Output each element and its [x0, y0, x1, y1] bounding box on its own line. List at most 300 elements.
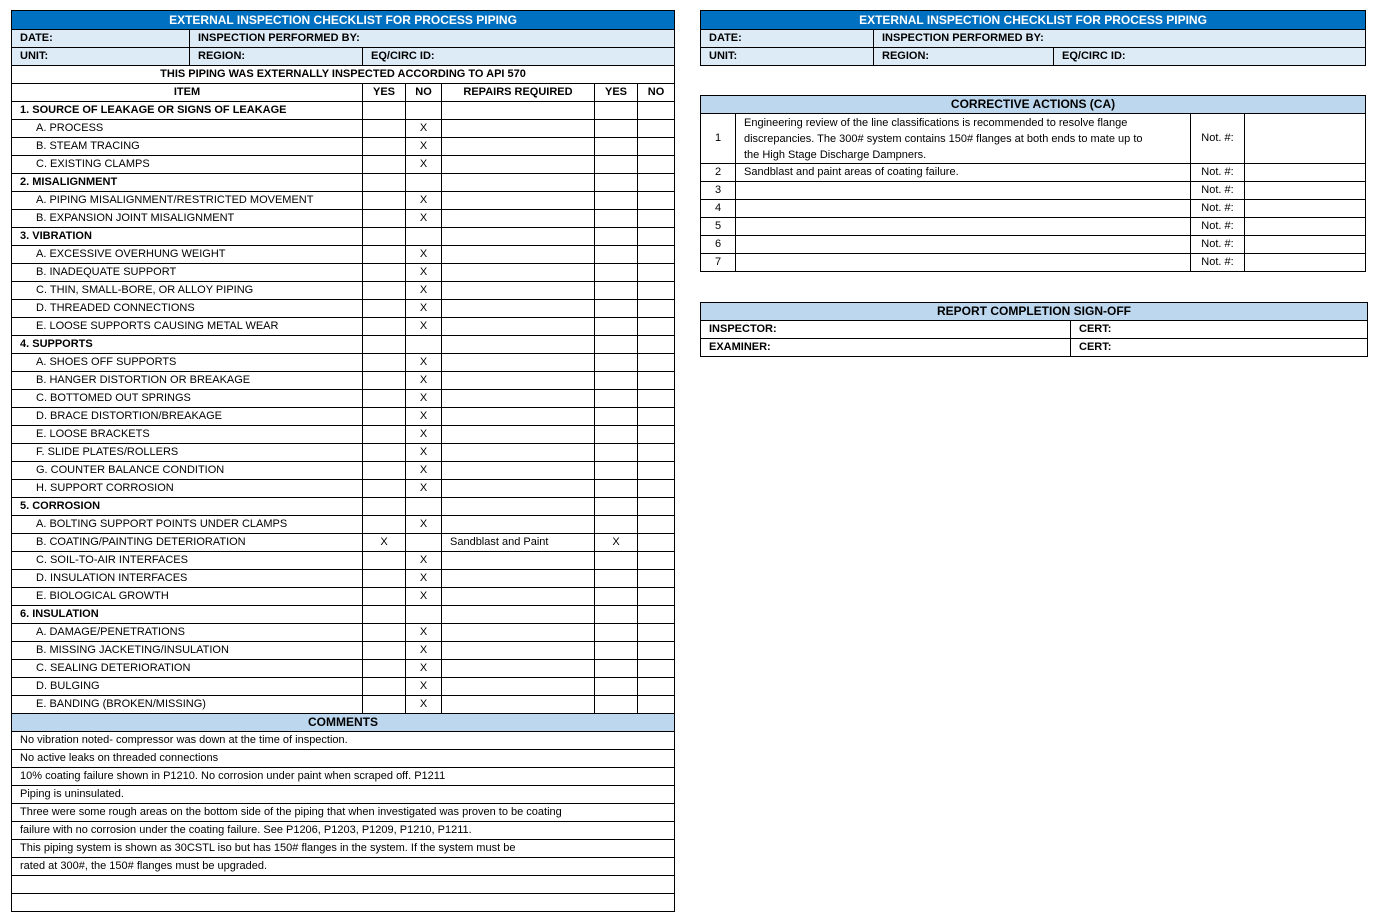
repaired-no-cell[interactable]	[638, 696, 675, 714]
comment-line[interactable]: Piping is uninsulated.	[12, 786, 675, 804]
repairs-cell[interactable]	[442, 228, 595, 246]
checklist-row	[12, 156, 675, 174]
unit-label[interactable]: UNIT:	[12, 48, 190, 66]
no-cell[interactable]: X	[406, 210, 442, 228]
yes-cell[interactable]	[363, 678, 406, 696]
comment-row	[12, 894, 675, 912]
section-row	[12, 228, 675, 246]
right-unit-label[interactable]: UNIT:	[701, 48, 874, 66]
comment-line[interactable]	[12, 876, 675, 894]
ca-text[interactable]	[736, 182, 1191, 200]
checklist-row	[12, 588, 675, 606]
repairs-cell[interactable]	[442, 354, 595, 372]
repaired-no-cell[interactable]	[638, 408, 675, 426]
comment-line[interactable]: failure with no corrosion under the coating failure. See P1206, P1203, P1209, P1210, P1211.	[12, 822, 675, 840]
notification-label: Not. #:	[1191, 182, 1245, 200]
no-cell[interactable]: X	[406, 552, 442, 570]
region-label[interactable]: REGION:	[190, 48, 363, 66]
checklist-row	[12, 138, 675, 156]
item-label: 1. SOURCE OF LEAKAGE OR SIGNS OF LEAKAGE	[12, 102, 363, 120]
repaired-no-cell[interactable]	[638, 174, 675, 192]
ca-row	[701, 218, 1366, 236]
yes-cell[interactable]	[363, 516, 406, 534]
repaired-yes-cell[interactable]	[595, 210, 638, 228]
item-label: B. COATING/PAINTING DETERIORATION	[12, 534, 363, 552]
comment-line[interactable]	[12, 894, 675, 912]
notification-value[interactable]	[1245, 164, 1366, 182]
notification-value[interactable]	[1245, 236, 1366, 254]
item-label: 3. VIBRATION	[12, 228, 363, 246]
repaired-yes-cell[interactable]	[595, 480, 638, 498]
comment-row	[12, 858, 675, 876]
checklist-row	[12, 552, 675, 570]
yes-cell[interactable]	[363, 264, 406, 282]
notification-value[interactable]	[1245, 254, 1366, 272]
yes-cell[interactable]	[363, 156, 406, 174]
no-cell[interactable]	[406, 102, 442, 120]
ca-number: 1	[701, 114, 736, 164]
checklist-row	[12, 624, 675, 642]
yes-cell[interactable]	[363, 300, 406, 318]
yes-cell[interactable]	[363, 192, 406, 210]
no-cell[interactable]: X	[406, 516, 442, 534]
repairs-cell[interactable]	[442, 174, 595, 192]
repairs-cell[interactable]	[442, 624, 595, 642]
repairs-cell[interactable]	[442, 246, 595, 264]
repairs-cell[interactable]	[442, 516, 595, 534]
no-cell[interactable]	[406, 498, 442, 516]
no-cell[interactable]: X	[406, 372, 442, 390]
checklist-row	[12, 120, 675, 138]
checklist-row	[12, 426, 675, 444]
repairs-cell[interactable]	[442, 282, 595, 300]
repaired-yes-cell[interactable]	[595, 606, 638, 624]
comment-line[interactable]: This piping system is shown as 30CSTL iso but has 150# flanges in the system. If the system must be	[12, 840, 675, 858]
repaired-no-cell[interactable]	[638, 336, 675, 354]
yes-cell[interactable]	[363, 336, 406, 354]
yes-cell[interactable]	[363, 606, 406, 624]
comments-title: COMMENTS	[12, 714, 675, 732]
repaired-no-cell[interactable]	[638, 660, 675, 678]
item-label: A. DAMAGE/PENETRATIONS	[12, 624, 363, 642]
item-label: B. HANGER DISTORTION OR BREAKAGE	[12, 372, 363, 390]
repairs-cell[interactable]	[442, 588, 595, 606]
yes-cell[interactable]	[363, 588, 406, 606]
repairs-cell[interactable]	[442, 570, 595, 588]
repairs-cell[interactable]	[442, 300, 595, 318]
checklist-row	[12, 246, 675, 264]
repaired-yes-cell[interactable]	[595, 300, 638, 318]
no-cell[interactable]	[406, 228, 442, 246]
repairs-cell[interactable]	[442, 138, 595, 156]
repairs-cell[interactable]	[442, 120, 595, 138]
item-label: 5. CORROSION	[12, 498, 363, 516]
checklist-row	[12, 444, 675, 462]
repaired-no-cell[interactable]	[638, 642, 675, 660]
ca-title: CORRECTIVE ACTIONS (CA)	[701, 96, 1366, 114]
yes-cell[interactable]	[363, 408, 406, 426]
repaired-no-cell[interactable]	[638, 282, 675, 300]
ca-text-line: discrepancies. The 300# system contains 150# flanges at both ends to mate up to	[744, 132, 1143, 145]
notification-value[interactable]	[1245, 114, 1366, 164]
ca-text[interactable]	[736, 254, 1191, 272]
checklist-row	[12, 462, 675, 480]
repaired-no-cell[interactable]	[638, 426, 675, 444]
repairs-cell[interactable]	[442, 498, 595, 516]
repaired-no-cell[interactable]	[638, 516, 675, 534]
no-cell[interactable]: X	[406, 426, 442, 444]
ca-text[interactable]	[736, 200, 1191, 218]
repaired-yes-cell[interactable]	[595, 624, 638, 642]
repaired-no-cell[interactable]	[638, 552, 675, 570]
repaired-yes-cell[interactable]	[595, 444, 638, 462]
yes-cell[interactable]	[363, 444, 406, 462]
repaired-no-cell[interactable]	[638, 390, 675, 408]
yes-cell[interactable]	[363, 228, 406, 246]
yes-cell[interactable]	[363, 246, 406, 264]
no-cell[interactable]	[406, 606, 442, 624]
right-performed-by-label[interactable]: INSPECTION PERFORMED BY:	[874, 30, 1366, 48]
repaired-yes-cell[interactable]	[595, 552, 638, 570]
repairs-cell[interactable]	[442, 696, 595, 714]
yes-cell[interactable]	[363, 642, 406, 660]
yes-cell[interactable]	[363, 372, 406, 390]
repaired-yes-cell[interactable]	[595, 282, 638, 300]
no-cell[interactable]: X	[406, 390, 442, 408]
item-label: C. SOIL-TO-AIR INTERFACES	[12, 552, 363, 570]
repairs-cell[interactable]	[442, 408, 595, 426]
comment-row	[12, 750, 675, 768]
no-cell[interactable]: X	[406, 624, 442, 642]
repaired-yes-cell[interactable]	[595, 390, 638, 408]
notification-value[interactable]	[1245, 182, 1366, 200]
repaired-no-cell[interactable]	[638, 102, 675, 120]
ca-text[interactable]	[736, 236, 1191, 254]
inspector-cert-field[interactable]: CERT:	[1071, 321, 1368, 339]
repaired-no-cell[interactable]	[638, 192, 675, 210]
repairs-cell[interactable]	[442, 552, 595, 570]
no-cell[interactable]: X	[406, 444, 442, 462]
no-cell[interactable]: X	[406, 300, 442, 318]
repaired-yes-cell[interactable]	[595, 372, 638, 390]
repairs-cell[interactable]	[442, 318, 595, 336]
yes-cell[interactable]	[363, 426, 406, 444]
checklist-row	[12, 264, 675, 282]
checklist-row	[12, 354, 675, 372]
yes-cell[interactable]	[363, 210, 406, 228]
ca-text-line: the High Stage Discharge Dampners.	[744, 148, 927, 161]
repaired-yes-cell[interactable]	[595, 354, 638, 372]
ca-text[interactable]	[736, 114, 1191, 164]
repaired-yes-cell[interactable]	[595, 426, 638, 444]
repaired-yes-cell[interactable]	[595, 120, 638, 138]
ca-text-line: Engineering review of the line classifications is recommended to resolve flange	[744, 116, 1128, 129]
repaired-no-cell[interactable]	[638, 462, 675, 480]
checklist-row	[12, 660, 675, 678]
checklist-row	[12, 210, 675, 228]
item-label: B. EXPANSION JOINT MISALIGNMENT	[12, 210, 363, 228]
repaired-yes-cell[interactable]	[595, 156, 638, 174]
yes-cell[interactable]	[363, 660, 406, 678]
ca-number: 2	[701, 164, 736, 182]
repairs-cell[interactable]	[442, 264, 595, 282]
section-row	[12, 336, 675, 354]
repaired-yes-cell[interactable]	[595, 678, 638, 696]
repaired-yes-cell[interactable]	[595, 264, 638, 282]
item-label: A. PROCESS	[12, 120, 363, 138]
repaired-yes-cell[interactable]	[595, 516, 638, 534]
item-label: D. INSULATION INTERFACES	[12, 570, 363, 588]
yes-cell[interactable]	[363, 696, 406, 714]
no-cell[interactable]: X	[406, 678, 442, 696]
repairs-cell[interactable]: Sandblast and Paint	[442, 534, 595, 552]
yes-cell[interactable]	[363, 570, 406, 588]
notification-label: Not. #:	[1191, 218, 1245, 236]
examiner-field[interactable]: EXAMINER:	[701, 339, 1071, 357]
col-repairs: REPAIRS REQUIRED	[442, 84, 595, 102]
repairs-cell[interactable]	[442, 660, 595, 678]
no-cell[interactable]: X	[406, 282, 442, 300]
yes-cell[interactable]	[363, 102, 406, 120]
signoff-title: REPORT COMPLETION SIGN-OFF	[701, 303, 1368, 321]
ca-number: 6	[701, 236, 736, 254]
repairs-cell[interactable]	[442, 156, 595, 174]
repaired-no-cell[interactable]	[638, 480, 675, 498]
checklist-row	[12, 570, 675, 588]
item-label: 4. SUPPORTS	[12, 336, 363, 354]
repaired-yes-cell[interactable]	[595, 408, 638, 426]
ca-number: 5	[701, 218, 736, 236]
no-cell[interactable]: X	[406, 462, 442, 480]
item-label: B. INADEQUATE SUPPORT	[12, 264, 363, 282]
repaired-yes-cell[interactable]	[595, 102, 638, 120]
yes-cell[interactable]: X	[363, 534, 406, 552]
item-label: D. BRACE DISTORTION/BREAKAGE	[12, 408, 363, 426]
repaired-no-cell[interactable]	[638, 246, 675, 264]
repaired-no-cell[interactable]	[638, 498, 675, 516]
checklist-row	[12, 534, 675, 552]
repairs-cell[interactable]	[442, 480, 595, 498]
no-cell[interactable]: X	[406, 696, 442, 714]
repairs-cell[interactable]	[442, 336, 595, 354]
no-cell[interactable]: X	[406, 138, 442, 156]
comment-row	[12, 876, 675, 894]
notification-value[interactable]	[1245, 218, 1366, 236]
no-cell[interactable]: X	[406, 156, 442, 174]
col-yes-2: YES	[595, 84, 638, 102]
repairs-cell[interactable]	[442, 426, 595, 444]
repaired-no-cell[interactable]	[638, 264, 675, 282]
ca-row	[701, 114, 1366, 164]
item-label: D. BULGING	[12, 678, 363, 696]
repaired-yes-cell[interactable]	[595, 642, 638, 660]
no-cell[interactable]: X	[406, 192, 442, 210]
notification-label: Not. #:	[1191, 200, 1245, 218]
repaired-yes-cell[interactable]	[595, 192, 638, 210]
ca-number: 7	[701, 254, 736, 272]
item-label: D. THREADED CONNECTIONS	[12, 300, 363, 318]
item-label: A. EXCESSIVE OVERHUNG WEIGHT	[12, 246, 363, 264]
ca-row	[701, 200, 1366, 218]
checklist-row	[12, 372, 675, 390]
repaired-no-cell[interactable]	[638, 372, 675, 390]
comment-line[interactable]: 10% coating failure shown in P1210. No corrosion under paint when scraped off. P1211	[12, 768, 675, 786]
no-cell[interactable]: X	[406, 588, 442, 606]
comment-row	[12, 768, 675, 786]
yes-cell[interactable]	[363, 282, 406, 300]
item-label: H. SUPPORT CORROSION	[12, 480, 363, 498]
repaired-no-cell[interactable]	[638, 228, 675, 246]
yes-cell[interactable]	[363, 120, 406, 138]
no-cell[interactable]: X	[406, 318, 442, 336]
yes-cell[interactable]	[363, 138, 406, 156]
comment-line[interactable]: rated at 300#, the 150# flanges must be upgraded.	[12, 858, 675, 876]
repairs-cell[interactable]	[442, 606, 595, 624]
section-row	[12, 102, 675, 120]
repaired-no-cell[interactable]	[638, 138, 675, 156]
no-cell[interactable]	[406, 174, 442, 192]
notification-label: Not. #:	[1191, 254, 1245, 272]
ca-text[interactable]	[736, 164, 1191, 182]
comment-line[interactable]: No active leaks on threaded connections	[12, 750, 675, 768]
item-label: C. BOTTOMED OUT SPRINGS	[12, 390, 363, 408]
comment-line[interactable]: Three were some rough areas on the bottom side of the piping that when investigated was proven to be coating	[12, 804, 675, 822]
repaired-yes-cell[interactable]	[595, 660, 638, 678]
section-row	[12, 174, 675, 192]
checklist-row	[12, 318, 675, 336]
checklist-row	[12, 390, 675, 408]
left-checklist	[11, 10, 675, 912]
right-date-label[interactable]: DATE:	[701, 30, 874, 48]
repaired-no-cell[interactable]	[638, 570, 675, 588]
repaired-yes-cell[interactable]: X	[595, 534, 638, 552]
repaired-yes-cell[interactable]	[595, 138, 638, 156]
yes-cell[interactable]	[363, 480, 406, 498]
ca-text[interactable]	[736, 218, 1191, 236]
checklist-row	[12, 678, 675, 696]
no-cell[interactable]: X	[406, 570, 442, 588]
repaired-yes-cell[interactable]	[595, 462, 638, 480]
yes-cell[interactable]	[363, 462, 406, 480]
repaired-yes-cell[interactable]	[595, 696, 638, 714]
repaired-no-cell[interactable]	[638, 534, 675, 552]
col-yes: YES	[363, 84, 406, 102]
section-row	[12, 498, 675, 516]
no-cell[interactable]: X	[406, 354, 442, 372]
no-cell[interactable]	[406, 336, 442, 354]
performed-by-label[interactable]: INSPECTION PERFORMED BY:	[190, 30, 675, 48]
col-item: ITEM	[12, 84, 363, 102]
comment-row	[12, 804, 675, 822]
yes-cell[interactable]	[363, 354, 406, 372]
repaired-no-cell[interactable]	[638, 678, 675, 696]
repaired-no-cell[interactable]	[638, 318, 675, 336]
repaired-yes-cell[interactable]	[595, 588, 638, 606]
col-no: NO	[406, 84, 442, 102]
inspector-field[interactable]: INSPECTOR:	[701, 321, 1071, 339]
comment-row	[12, 786, 675, 804]
ca-row	[701, 182, 1366, 200]
yes-cell[interactable]	[363, 624, 406, 642]
yes-cell[interactable]	[363, 498, 406, 516]
notification-label: Not. #:	[1191, 114, 1245, 164]
yes-cell[interactable]	[363, 174, 406, 192]
no-cell[interactable]: X	[406, 660, 442, 678]
corrective-actions-table	[700, 95, 1366, 272]
repairs-cell[interactable]	[442, 462, 595, 480]
checklist-row	[12, 516, 675, 534]
yes-cell[interactable]	[363, 318, 406, 336]
eq-circ-label[interactable]: EQ/CIRC ID:	[363, 48, 675, 66]
repaired-no-cell[interactable]	[638, 444, 675, 462]
repaired-no-cell[interactable]	[638, 300, 675, 318]
repairs-cell[interactable]	[442, 192, 595, 210]
item-label: A. SHOES OFF SUPPORTS	[12, 354, 363, 372]
yes-cell[interactable]	[363, 552, 406, 570]
item-label: E. LOOSE BRACKETS	[12, 426, 363, 444]
checklist-row	[12, 642, 675, 660]
checklist-row	[12, 480, 675, 498]
left-title: EXTERNAL INSPECTION CHECKLIST FOR PROCESS PIPING	[12, 11, 675, 30]
repaired-yes-cell[interactable]	[595, 174, 638, 192]
repairs-cell[interactable]	[442, 210, 595, 228]
no-cell[interactable]: X	[406, 264, 442, 282]
ca-number: 3	[701, 182, 736, 200]
repaired-yes-cell[interactable]	[595, 498, 638, 516]
comment-line[interactable]: No vibration noted- compressor was down at the time of inspection.	[12, 732, 675, 750]
repaired-no-cell[interactable]	[638, 588, 675, 606]
repaired-no-cell[interactable]	[638, 606, 675, 624]
right-region-label[interactable]: REGION:	[874, 48, 1054, 66]
no-cell[interactable]: X	[406, 246, 442, 264]
notification-label: Not. #:	[1191, 236, 1245, 254]
repairs-cell[interactable]	[442, 390, 595, 408]
repaired-no-cell[interactable]	[638, 624, 675, 642]
comment-row	[12, 840, 675, 858]
repaired-yes-cell[interactable]	[595, 246, 638, 264]
no-cell[interactable]: X	[406, 120, 442, 138]
date-label[interactable]: DATE:	[12, 30, 190, 48]
repaired-yes-cell[interactable]	[595, 570, 638, 588]
col-no-2: NO	[638, 84, 675, 102]
checklist-row	[12, 282, 675, 300]
repaired-no-cell[interactable]	[638, 210, 675, 228]
repaired-yes-cell[interactable]	[595, 336, 638, 354]
repaired-yes-cell[interactable]	[595, 318, 638, 336]
repaired-no-cell[interactable]	[638, 120, 675, 138]
item-label: E. BIOLOGICAL GROWTH	[12, 588, 363, 606]
repairs-cell[interactable]	[442, 444, 595, 462]
repairs-cell[interactable]	[442, 372, 595, 390]
repairs-cell[interactable]	[442, 642, 595, 660]
no-cell[interactable]	[406, 534, 442, 552]
right-eq-circ-label[interactable]: EQ/CIRC ID:	[1054, 48, 1366, 66]
right-title: EXTERNAL INSPECTION CHECKLIST FOR PROCESS PIPING	[701, 11, 1366, 30]
repaired-no-cell[interactable]	[638, 354, 675, 372]
examiner-cert-field[interactable]: CERT:	[1071, 339, 1368, 357]
yes-cell[interactable]	[363, 390, 406, 408]
no-cell[interactable]: X	[406, 642, 442, 660]
notification-value[interactable]	[1245, 200, 1366, 218]
repairs-cell[interactable]	[442, 678, 595, 696]
repairs-cell[interactable]	[442, 102, 595, 120]
no-cell[interactable]: X	[406, 480, 442, 498]
no-cell[interactable]: X	[406, 408, 442, 426]
ca-number: 4	[701, 200, 736, 218]
repaired-no-cell[interactable]	[638, 156, 675, 174]
repaired-yes-cell[interactable]	[595, 228, 638, 246]
item-label: G. COUNTER BALANCE CONDITION	[12, 462, 363, 480]
